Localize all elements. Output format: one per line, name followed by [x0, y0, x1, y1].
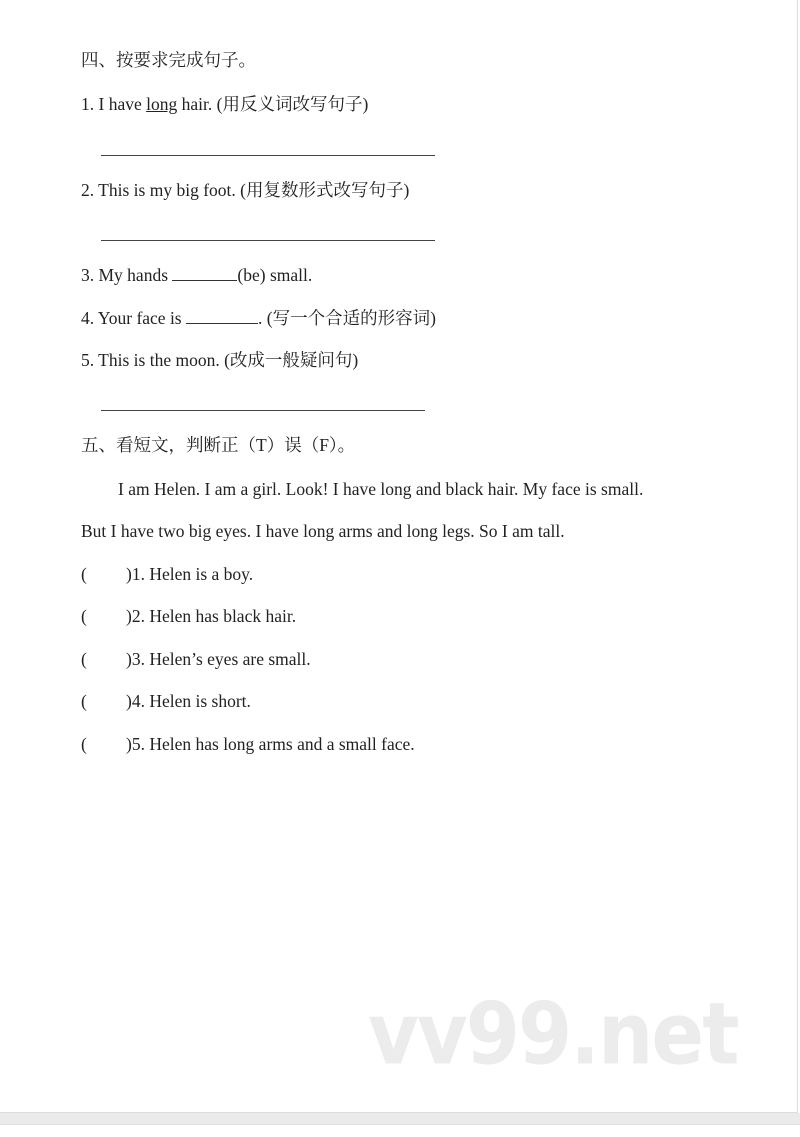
tf-statement: )2. Helen has black hair. — [126, 606, 297, 626]
answer-bracket[interactable]: ( — [81, 564, 87, 584]
tf-item-4[interactable] — [81, 690, 251, 712]
tf-statement: )4. Helen is short. — [126, 691, 251, 711]
tf-statement: )1. Helen is a boy. — [126, 564, 254, 584]
q4-hint: . (写一个合适的形容词) — [258, 308, 436, 328]
tf-item-2[interactable] — [81, 605, 296, 627]
question-1 — [81, 93, 368, 115]
tf-item-5[interactable] — [81, 733, 415, 755]
answer-bracket[interactable]: ( — [81, 734, 87, 754]
question-4 — [81, 307, 436, 329]
answer-bracket[interactable]: ( — [81, 691, 87, 711]
q4-blank[interactable] — [186, 307, 258, 324]
q3-hint: (be) small. — [237, 265, 313, 285]
page-separator — [0, 1113, 800, 1125]
watermark: vv99.net — [368, 985, 738, 1085]
passage-line-1: I am Helen. I am a girl. Look! I have long and black hair. My face is small. — [118, 479, 644, 499]
q3-text: 3. My hands — [81, 265, 173, 285]
passage-line-2: But I have two big eyes. I have long arms and long legs. So I am tall. — [81, 521, 565, 541]
question-5: 5. This is the moon. (改成一般疑问句) — [81, 350, 359, 370]
question-2: 2. This is my big foot. (用复数形式改写句子) — [81, 180, 410, 200]
section-4-heading: 四、按要求完成句子。 — [81, 50, 256, 70]
q3-blank[interactable] — [172, 264, 237, 281]
section-5-heading: 五、看短文，判断正（T）误（F）。 — [81, 435, 356, 455]
answer-bracket[interactable]: ( — [81, 649, 87, 669]
question-3 — [81, 264, 312, 286]
answer-bracket[interactable]: ( — [81, 606, 87, 626]
answer-line-5[interactable] — [101, 410, 425, 411]
q1-instruction: hair. (用反义词改写句子) — [177, 94, 369, 114]
tf-item-3[interactable] — [81, 648, 311, 670]
q1-underlined-word: long — [146, 94, 178, 114]
tf-statement: )3. Helen’s eyes are small. — [126, 649, 311, 669]
answer-line-1[interactable] — [101, 155, 435, 156]
answer-line-2[interactable] — [101, 240, 435, 241]
q1-text: 1. I have — [81, 94, 147, 114]
tf-statement: )5. Helen has long arms and a small face. — [126, 734, 415, 754]
q4-text: 4. Your face is — [81, 308, 186, 328]
tf-item-1[interactable] — [81, 563, 253, 585]
